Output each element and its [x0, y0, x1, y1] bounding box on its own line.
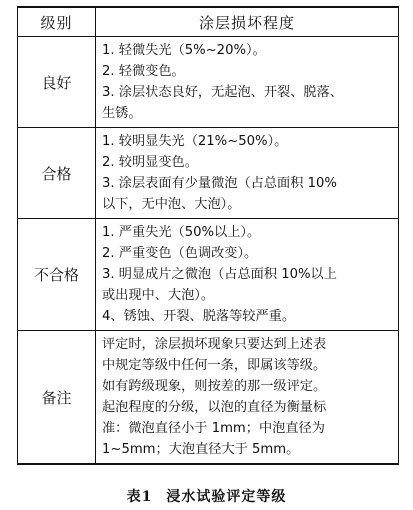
table-caption: [0, 486, 413, 506]
level-cell: 合格: [18, 128, 96, 219]
table-row-pass: [18, 128, 399, 219]
description-line: 评定时，涂层损坏现象只要达到上述表: [102, 337, 327, 352]
description-line: 3. 明显成片之微泡（占总面积 10%以上: [102, 267, 337, 282]
table-row-notes: [18, 331, 399, 465]
header-level: 级别: [18, 7, 96, 37]
header-description: 涂层损坏程度: [96, 7, 399, 37]
description-line: 1~5mm；大泡直径大于 5mm。: [102, 442, 300, 457]
description-cell: [96, 219, 399, 331]
description-line: 或出现中、大泡）。: [102, 288, 215, 303]
description-line: 2. 较明显变色。: [102, 155, 198, 170]
table-row-good: [18, 37, 399, 128]
caption-number: 表1: [126, 489, 153, 505]
description-line: 以下，无中泡、大泡）。: [102, 197, 241, 212]
description-line: 2. 轻微变色。: [102, 64, 185, 79]
description-line: 如有跨级现象，则按差的那一级评定。: [102, 379, 327, 394]
evaluation-table: [17, 6, 399, 465]
table-header-row: [18, 7, 399, 37]
description-line: 1. 较明显失光（21%~50%）。: [102, 134, 288, 149]
description-line: 2. 严重变色（色调改变）。: [102, 246, 258, 261]
level-cell: 良好: [18, 37, 96, 128]
description-line: 4、锈蚀、开裂、脱落等较严重。: [102, 309, 296, 324]
description-line: 1. 轻微失光（5%~20%）。: [102, 43, 266, 58]
description-cell: [96, 37, 399, 128]
description-line: 3. 涂层状态良好，无起泡、开裂、脱落、: [102, 85, 343, 100]
table-row-fail: [18, 219, 399, 331]
description-line: 准：微泡直径小于 1mm；中泡直径为: [102, 421, 325, 436]
description-cell: [96, 128, 399, 219]
description-line: 生锈。: [102, 106, 142, 121]
description-line: 1. 严重失光（50%以上）。: [102, 225, 261, 240]
caption-title: 浸水试验评定等级: [166, 489, 287, 505]
description-cell: [96, 331, 399, 465]
description-line: 3. 涂层表面有少量微泡（占总面积 10%: [102, 176, 337, 191]
level-cell: 不合格: [18, 219, 96, 331]
description-line: 起泡程度的分级，以泡的直径为衡量标: [102, 400, 327, 415]
level-cell: 备注: [18, 331, 96, 465]
description-line: 中规定等级中任何一条，即属该等级。: [102, 358, 327, 373]
